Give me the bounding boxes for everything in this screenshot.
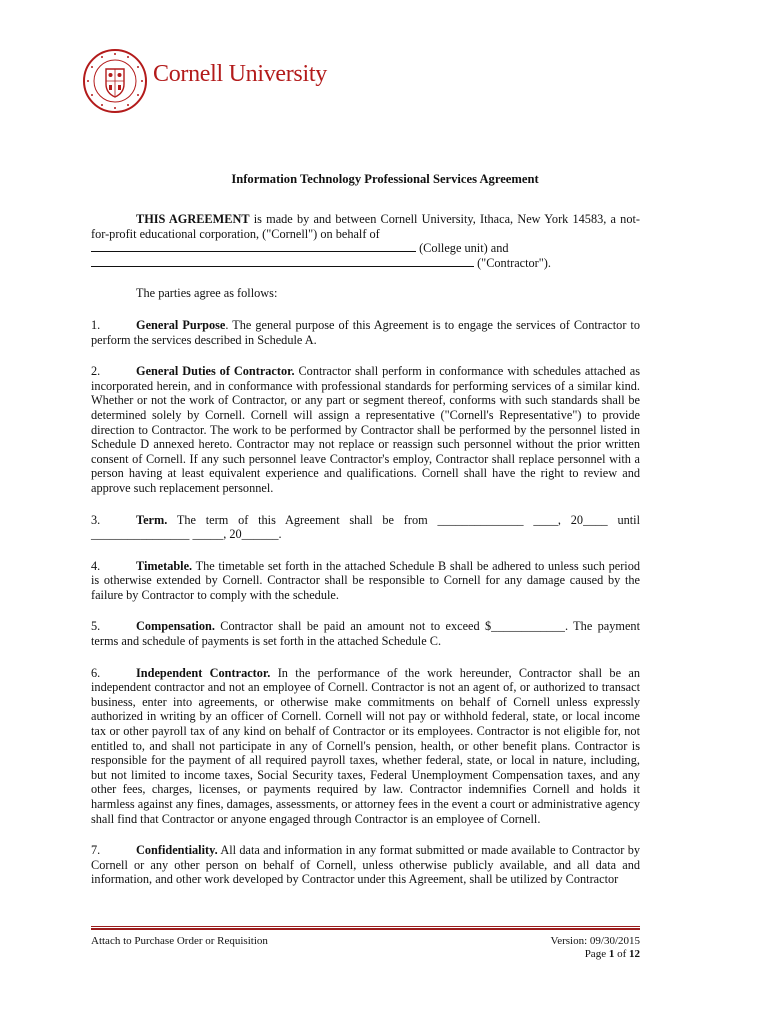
section-text: Contractor shall perform in conformance with schedules attached as incorporated herein, and in conformance with professional standards for performing services of a similar kind. Whether or not the work of Contractor, or any part or segment thereof, conforms with such standards shall be determined solely by Cornell. Cornell will assign a representative ("Cornell's Representative") to provide direction to Contractor. The work to be performed by Contractor shall be performed by the personnel listed in Schedule D annexed hereto. Contractor may not replace or reassign such personnel without the prior written consent of Cornell. If any such personnel leave Contractor's employ, Contractor shall replace personnel with a person having at least equivalent experience and qualifications. Cornell shall have the right to review and approve such replacement personnel. bbox=[91, 364, 640, 495]
section-3 bbox=[91, 513, 640, 542]
section-heading: Timetable. bbox=[136, 558, 193, 573]
section-text: Contractor shall be paid an amount not to exceed $____________. The payment terms and schedule of payments is set forth in the attached Schedule C. bbox=[91, 619, 640, 649]
version-text: Version: 09/30/2015 bbox=[550, 935, 640, 947]
section-number: 1. bbox=[91, 317, 101, 332]
section-text: All data and information in any format submitted or made available to Contractor by Cornell or any other person on behalf of Cornell, unless otherwise publicly available, and all data and information, and other work developed by Contractor under this Agreement, shall be utilized by Contractor bbox=[91, 843, 640, 887]
section-heading: Compensation. bbox=[136, 619, 215, 634]
contractor-line bbox=[91, 256, 640, 271]
section-heading: General Duties of Contractor. bbox=[136, 364, 295, 379]
section-text: In the performance of the work hereunder, Contractor shall be an independent contractor and not an employee of Cornell. Contractor is not an agent of, or authorized to transact business, enter into agreements, or otherwise make commitments on behalf of Cornell unless expressly authorized in writing by an officer of Cornell. Cornell will not pay or withhold federal, state, or local income tax or other payroll tax of any kind on behalf of Contractor or its employees. Contractor is not eligible for, not entitled to, and shall not participate in any of Cornell's pension, health, or other benefit plans. Contractor is responsible for the payment of all required payroll taxes, whether federal, state, or local in nature, including, but not limited to income taxes, Social Security taxes, Federal Unemployment Compensation taxes, and any other fees, charges, licenses, or payments required by law. Contractor indemnifies Cornell and holds it harmless against any fines, damages, assessments, or attorney fees in the event a court or administrative agency shall find that Contractor or anyone engaged through Contractor is an employee of Cornell. bbox=[91, 665, 640, 826]
section-5 bbox=[91, 619, 640, 648]
parties-agree: The parties agree as follows: bbox=[136, 286, 278, 301]
section-number: 7. bbox=[91, 843, 101, 858]
section-7 bbox=[91, 843, 640, 887]
college-unit-line bbox=[91, 241, 640, 256]
intro-bold: THIS AGREEMENT bbox=[136, 212, 250, 226]
section-heading: Independent Contractor. bbox=[136, 665, 271, 680]
section-text: . The general purpose of this Agreement is to engage the services of Contractor to perform the services described in Schedule A. bbox=[91, 317, 640, 347]
section-number: 3. bbox=[91, 512, 101, 527]
cornell-logo bbox=[82, 48, 332, 114]
section-text: The term of this Agreement shall be from ______________ ____, 20____ until ________________ _____, 20______. bbox=[91, 512, 640, 542]
section-number: 2. bbox=[91, 364, 101, 379]
section-heading: Term. bbox=[136, 512, 168, 527]
college-unit-label: (College unit) and bbox=[416, 241, 509, 256]
sections-list bbox=[91, 318, 640, 887]
section-4 bbox=[91, 559, 640, 603]
page-title: Information Technology Professional Services Agreement bbox=[231, 172, 539, 186]
section-number: 4. bbox=[91, 558, 101, 573]
intro-paragraph bbox=[91, 212, 640, 241]
page-number: Page 1 of 12 bbox=[584, 948, 640, 960]
contractor-label: ("Contractor"). bbox=[474, 255, 551, 270]
agreement-body bbox=[91, 212, 640, 887]
section-text: The timetable set forth in the attached Schedule B shall be adhered to unless such period is otherwise extended by Cornell. Contractor shall be responsible to Cornell for any damage caused by the failure by Contractor to comply with the schedule. bbox=[91, 558, 640, 602]
section-number: 5. bbox=[91, 619, 101, 634]
footer-note: Attach to Purchase Order or Requisition bbox=[91, 935, 268, 947]
university-name: Cornell University bbox=[153, 61, 327, 87]
section-2 bbox=[91, 364, 640, 495]
contractor-field[interactable] bbox=[91, 257, 474, 267]
section-1 bbox=[91, 318, 640, 347]
footer-version-page bbox=[550, 935, 640, 961]
section-heading: General Purpose bbox=[136, 317, 226, 332]
cornell-seal-icon bbox=[82, 48, 148, 114]
footer-divider-thick bbox=[91, 928, 640, 930]
section-heading: Confidentiality. bbox=[136, 843, 218, 858]
intro-text: is made by and between Cornell University, Ithaca, New York 14583, a not-for-profit educational corporation, ("Cornell") on behalf of bbox=[91, 212, 640, 241]
section-6 bbox=[91, 666, 640, 827]
footer-divider bbox=[91, 926, 640, 927]
college-unit-field[interactable] bbox=[91, 242, 416, 252]
section-number: 6. bbox=[91, 665, 101, 680]
